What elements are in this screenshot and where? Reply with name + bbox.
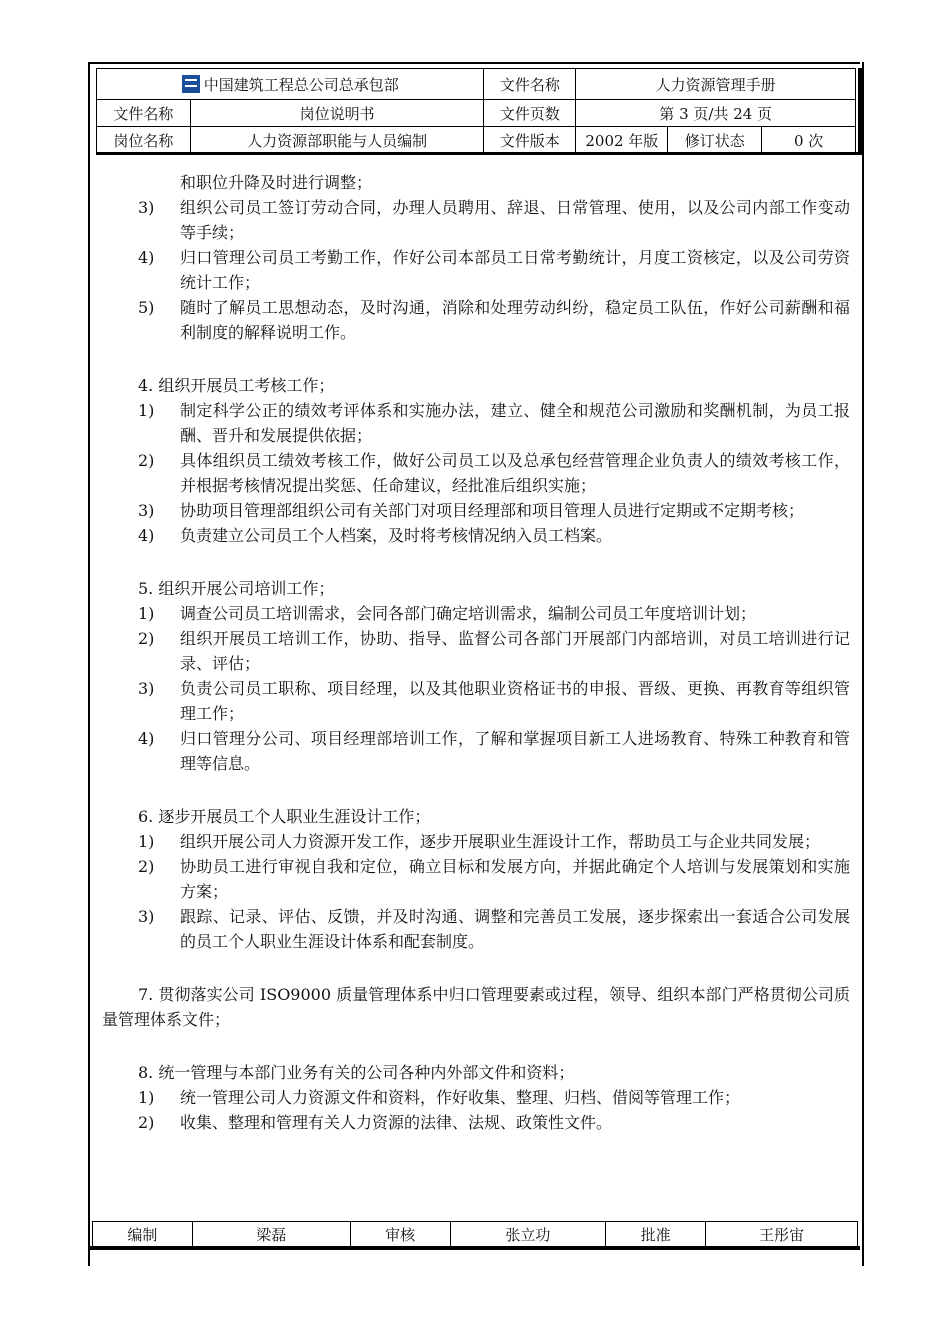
list-item: 2) 组织开展员工培训工作，协助、指导、监督公司各部门开展部门内部培训，对员工培训进行记录、评估； xyxy=(138,629,850,673)
approved-value: 王彤宙 xyxy=(706,1222,858,1247)
intro-continuation: 和职位升降及时进行调整； xyxy=(180,173,373,192)
prepared-value: 梁磊 xyxy=(192,1222,350,1247)
footer-bottom-border xyxy=(88,1246,860,1250)
list-item: 1) 统一管理公司人力资源文件和资料，作好收集、整理、归档、借阅等管理工作； xyxy=(138,1088,741,1107)
list-item: 3) 组织公司员工签订劳动合同，办理人员聘用、辞退、日常管理、使用，以及公司内部工作变动等手续； xyxy=(138,198,850,242)
document-header-table xyxy=(96,68,856,154)
doc-name-value: 人力资源管理手册 xyxy=(576,69,856,100)
list-item: 3) 负责公司员工职称、项目经理，以及其他职业资格证书的申报、晋级、更换、再教育等组织管理工作； xyxy=(138,679,850,723)
list-item: 4) 归口管理公司员工考勤工作，作好公司本部员工日常考勤统计，月度工资核定，以及公司劳资统计工作； xyxy=(138,248,850,292)
list-item: 1) 组织开展公司人力资源开发工作，逐步开展职业生涯设计工作，帮助员工与企业共同发展； xyxy=(138,832,821,851)
section-4-heading: 4. 组织开展员工考核工作； xyxy=(138,376,335,395)
header-shadow-bottom xyxy=(96,152,864,155)
revision-label: 修订状态 xyxy=(668,127,762,154)
approved-label: 批准 xyxy=(606,1222,706,1247)
reviewed-value: 张立功 xyxy=(450,1222,606,1247)
list-item: 3) 跟踪、记录、评估、反馈，并及时沟通、调整和完善员工发展，逐步探索出一套适合公司发展的员工个人职业生涯设计体系和配套制度。 xyxy=(138,907,850,951)
prepared-label: 编制 xyxy=(93,1222,193,1247)
version-label: 文件版本 xyxy=(484,127,576,154)
section-7-paragraph: 7. 贯彻落实公司 ISO9000 质量管理体系中归口管理要素或过程，领导、组织本部门严格贯彻公司质量管理体系文件； xyxy=(102,985,850,1029)
list-item: 2) 具体组织员工绩效考核工作，做好公司员工以及总承包经营管理企业负责人的绩效考核工作，并根据考核情况提出奖惩、任命建议，经批准后组织实施； xyxy=(138,451,850,495)
file-name-label: 文件名称 xyxy=(97,100,191,127)
revision-value: 0 次 xyxy=(762,127,856,154)
list-item: 1) 调查公司员工培训需求，会同各部门确定培训需求，编制公司员工年度培训计划； xyxy=(138,604,757,623)
company-name: 中国建筑工程总公司总承包部 xyxy=(203,75,399,94)
company-cell xyxy=(97,69,484,100)
signature-footer-table xyxy=(92,1221,858,1247)
position-value: 人力资源部职能与人员编制 xyxy=(190,127,484,154)
doc-name-label: 文件名称 xyxy=(484,69,576,100)
list-item: 2) 收集、整理和管理有关人力资源的法律、法规、政策性文件。 xyxy=(138,1113,613,1132)
list-item: 1) 制定科学公正的绩效考评体系和实施办法，建立、健全和规范公司激励和奖酬机制，为员工报酬、晋升和发展提供依据； xyxy=(138,401,850,445)
section-5-heading: 5. 组织开展公司培训工作； xyxy=(138,579,335,598)
section-6-heading: 6. 逐步开展员工个人职业生涯设计工作； xyxy=(138,807,431,826)
reviewed-label: 审核 xyxy=(350,1222,450,1247)
list-item: 4) 归口管理分公司、项目经理部培训工作，了解和掌握项目新工人进场教育、特殊工种教育和管理等信息。 xyxy=(138,729,850,773)
list-item: 3) 协助项目管理部组织公司有关部门对项目经理部和项目管理人员进行定期或不定期考核； xyxy=(138,501,805,520)
list-item: 4) 负责建立公司员工个人档案，及时将考核情况纳入员工档案。 xyxy=(138,526,613,545)
position-label: 岗位名称 xyxy=(97,127,191,154)
header-shadow-right xyxy=(858,68,864,154)
pages-value: 第 3 页/共 24 页 xyxy=(576,100,856,127)
list-item: 2) 协助员工进行审视自我和定位，确立目标和发展方向，并据此确定个人培训与发展策划和实施方案； xyxy=(138,857,850,901)
pages-label: 文件页数 xyxy=(484,100,576,127)
list-item: 5) 随时了解员工思想动态，及时沟通，消除和处理劳动纠纷，稳定员工队伍，作好公司薪酬和福利制度的解释说明工作。 xyxy=(138,298,850,342)
company-logo-icon xyxy=(182,75,200,93)
version-value: 2002 年版 xyxy=(576,127,668,154)
section-8-heading: 8. 统一管理与本部门业务有关的公司各种内外部文件和资料； xyxy=(138,1063,575,1082)
document-body xyxy=(102,170,850,1135)
file-name-value: 岗位说明书 xyxy=(190,100,484,127)
